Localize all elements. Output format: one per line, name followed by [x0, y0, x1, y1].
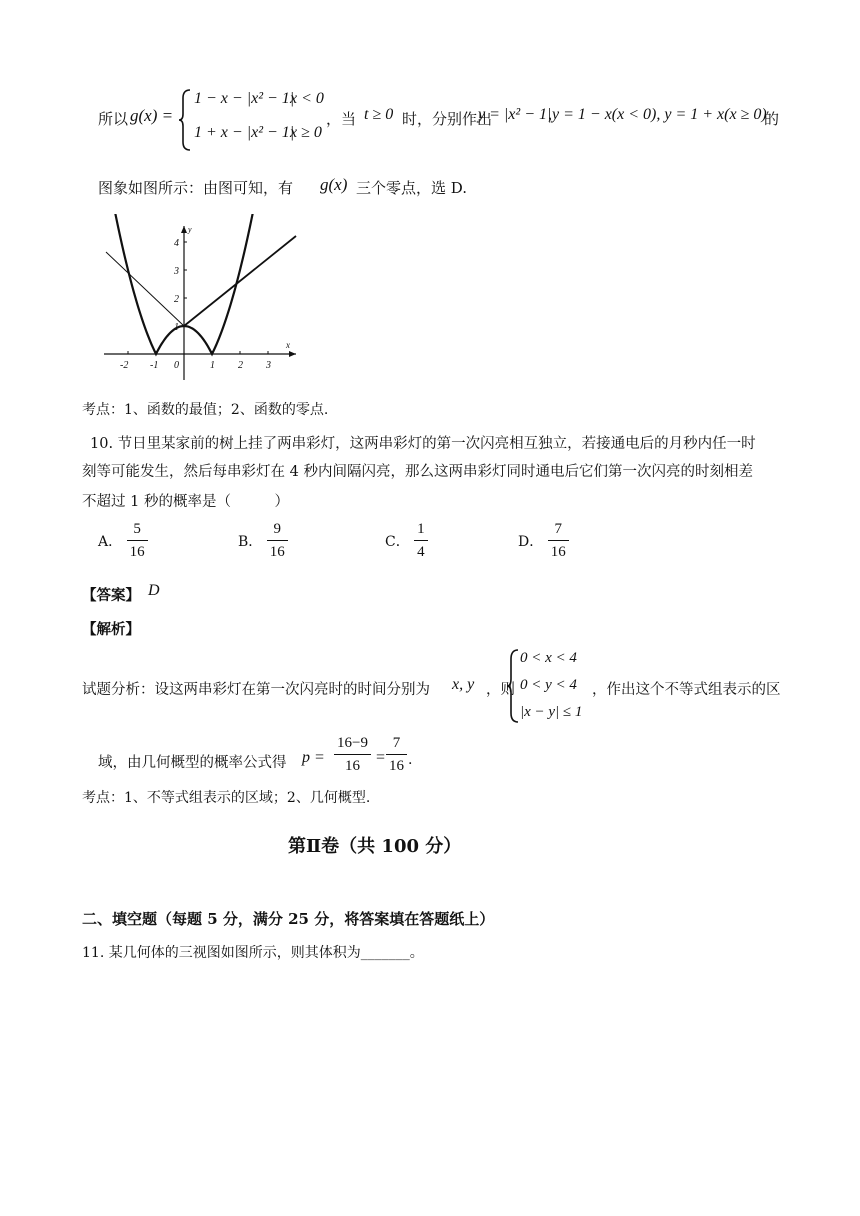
- q10-kaodian: 考点：1、不等式组表示的区域；2、几何概型.: [82, 790, 371, 806]
- section-title: 第Ⅱ卷（共 100 分）: [288, 836, 462, 857]
- q10-stem-line2: 刻等可能发生，然后每串彩灯在 4 秒内间隔闪亮，那么这两串彩灯同时通电后它们第一次闪亮的时刻相差: [82, 464, 753, 480]
- option-fraction: $\frac{1}{4}$: [414, 520, 428, 561]
- g-lhs: g(x) =: [130, 106, 174, 125]
- q10-stem-line1: 10. 节日里某家前的树上挂了两串彩灯，这两串彩灯的第一次闪亮相互独立，若接通电后的月秒内任一时: [90, 436, 756, 452]
- y-axis-label: y: [188, 225, 192, 234]
- y-tick-label: 3: [174, 266, 179, 277]
- p-fraction-2: $\frac{7}{16}$: [386, 734, 407, 775]
- prefix-text: 所以: [98, 110, 129, 128]
- analysis-label: 【解析】: [82, 621, 140, 638]
- p-fraction-1: $\frac{16-9}{16}$: [334, 734, 371, 775]
- y-axis-arrow-icon: [181, 226, 187, 233]
- analysis-text-c: ，作出这个不等式组表示的区: [592, 682, 781, 698]
- p-lhs: p =: [302, 749, 325, 766]
- function-1: y = |x² − 1|: [478, 106, 552, 123]
- line2-g: g(x): [320, 175, 348, 194]
- option-fraction: $\frac{9}{16}$: [267, 520, 288, 561]
- case2-cond: x ≥ 0: [290, 124, 322, 141]
- x-tick-label: -2: [120, 360, 129, 371]
- option-label: D．: [518, 533, 544, 550]
- y-tick-label: 4: [174, 238, 179, 249]
- analysis-text-d: 域，由几何概型的概率公式得: [98, 755, 287, 771]
- option-label: A．: [98, 533, 123, 550]
- option-b[interactable]: [238, 520, 288, 561]
- option-fraction: $\frac{7}{16}$: [548, 520, 569, 561]
- draw-text: 时，分别作出: [402, 110, 493, 128]
- inequality-2: 0 < y < 4: [520, 677, 577, 693]
- answer-value: D: [148, 582, 160, 599]
- function-2-3: ,y = 1 − x(x < 0), y = 1 + x(x ≥ 0): [548, 106, 767, 123]
- analysis-vars: x, y: [452, 676, 475, 693]
- x-axis-label: x: [286, 340, 290, 350]
- q10-stem-line3: 不超过 1 秒的概率是（ ）: [82, 494, 289, 510]
- fill-in-heading: 二、填空题（每题 5 分，满分 25 分，将答案填在答题纸上）: [82, 910, 495, 928]
- option-label: B．: [238, 533, 263, 550]
- de-text: 的: [764, 110, 780, 128]
- case2-expr: 1 + x − |x² − 1|: [194, 124, 295, 141]
- analysis-text-b: ，则: [486, 682, 515, 698]
- line-1-minus-x: [106, 252, 184, 326]
- x-tick-label: -1: [150, 360, 159, 371]
- inequality-1: 0 < x < 4: [520, 650, 577, 666]
- option-c[interactable]: [385, 520, 428, 561]
- p-equals: =: [376, 749, 386, 766]
- option-fraction: $\frac{5}{16}$: [127, 520, 148, 561]
- line2-text-a: 图象如图所示：由图可知，有: [98, 179, 294, 197]
- p-end: .: [408, 752, 413, 768]
- x-tick-label: 0: [174, 360, 179, 371]
- function-graph: [96, 214, 316, 384]
- when-text: ，当: [326, 110, 357, 128]
- option-d[interactable]: [518, 520, 569, 561]
- y-tick-label: 1: [174, 322, 179, 333]
- y-tick-label: 2: [174, 294, 179, 305]
- analysis-text-a: 试题分析：设这两串彩灯在第一次闪亮时的时间分别为: [82, 682, 430, 698]
- option-label: C．: [385, 533, 410, 550]
- t-condition: t ≥ 0: [364, 106, 394, 123]
- x-tick-label: 1: [210, 360, 215, 371]
- line2-text-b: 三个零点，选 D.: [356, 179, 468, 197]
- answer-label: 【答案】: [82, 587, 140, 604]
- x-axis-arrow-icon: [289, 351, 296, 357]
- left-brace-icon: [178, 88, 192, 152]
- option-a[interactable]: [98, 520, 148, 561]
- x-tick-label: 3: [266, 360, 271, 371]
- q9-kaodian: 考点：1、函数的最值；2、函数的零点.: [82, 402, 329, 418]
- line-1-plus-x: [184, 236, 296, 326]
- case1-expr: 1 − x − |x² − 1|: [194, 90, 295, 107]
- left-brace-icon: [506, 648, 520, 724]
- case1-cond: x < 0: [290, 90, 324, 107]
- inequality-3: |x − y| ≤ 1: [520, 704, 583, 720]
- question-11: 11. 某几何体的三视图如图所示，则其体积为_______。: [82, 945, 424, 961]
- x-tick-label: 2: [238, 360, 243, 371]
